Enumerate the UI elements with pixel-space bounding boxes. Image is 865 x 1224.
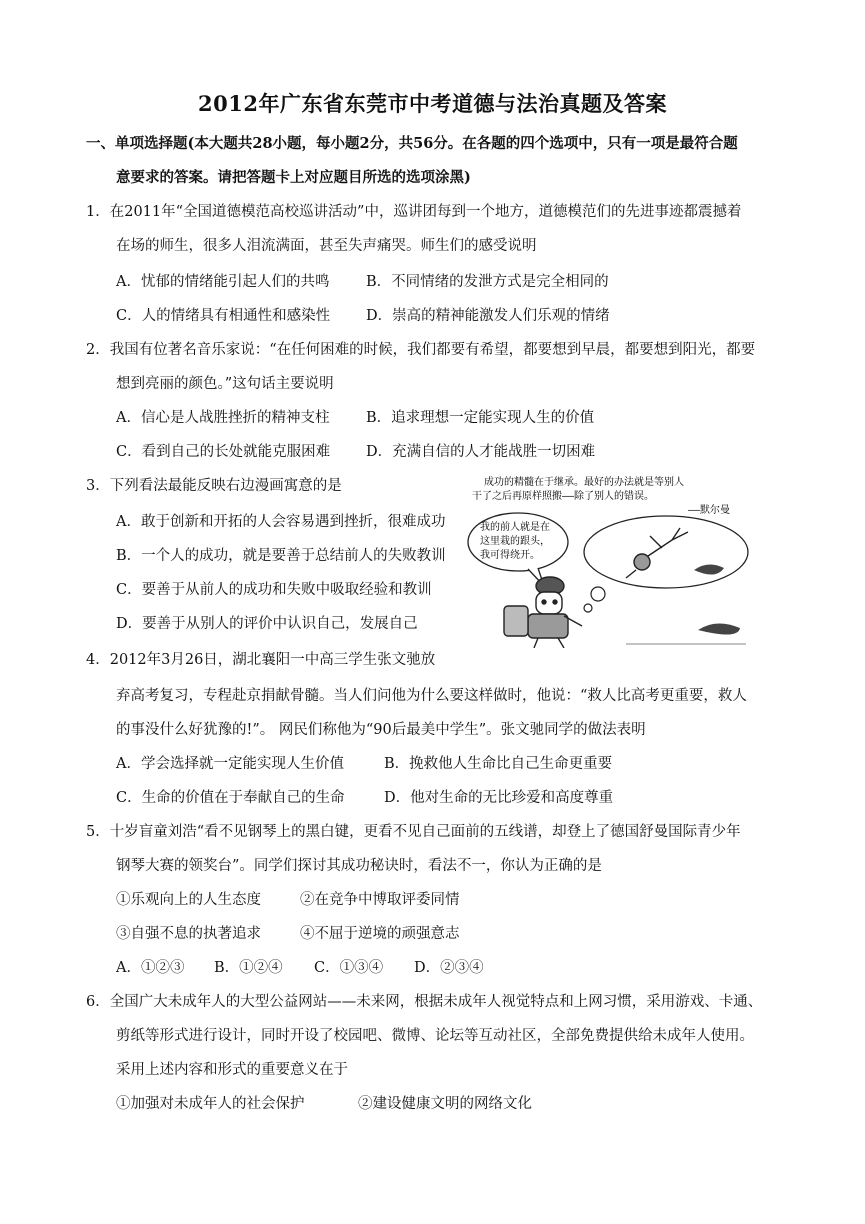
q1-option-b: B．不同情绪的发泄方式是完全相同的 bbox=[366, 274, 609, 290]
bubble-line2: 这里栽的跟头， bbox=[480, 536, 550, 547]
q5-option-b: B．①②④ bbox=[214, 960, 283, 976]
q2-option-a: A．信心是人战胜挫折的精神支柱 bbox=[116, 410, 330, 426]
page-title: 2012年广东省东莞市中考道德与法治真题及答案 bbox=[198, 91, 667, 116]
q3-stem: 3．下列看法最能反映右边漫画寓意的是 bbox=[86, 478, 342, 494]
q4-stem-cont: 弃高考复习，专程赴京捐献骨髓。当人们问他为什么要这样做时，他说：“救人比高考更重要，救人 bbox=[116, 688, 747, 704]
bubble-line3: 我可得绕开。 bbox=[480, 550, 540, 561]
q5-item-2: ②在竞争中博取评委同情 bbox=[300, 892, 460, 908]
q5-option-a: A．①②③ bbox=[116, 960, 185, 976]
rock-on-ground bbox=[698, 623, 740, 634]
q3-option-c: C．要善于从前人的成功和失败中吸取经验和教训 bbox=[116, 582, 432, 598]
q2-option-b: B．追求理想一定能实现人生的价值 bbox=[366, 410, 595, 426]
q6-item-1: ①加强对未成年人的社会保护 bbox=[116, 1096, 305, 1112]
q2-option-d: D．充满自信的人才能战胜一切困难 bbox=[366, 444, 596, 460]
q4-stem-cont2: 的事没什么好犹豫的!”。 网民们称他为“90后最美中学生”。张文驰同学的做法表明 bbox=[116, 722, 646, 738]
q1-stem: 1．在2011年“全国道德模范高校巡讲活动”中，巡讲团每到一个地方，道德模范们的先进事迹都震撼着 bbox=[86, 204, 742, 220]
q6-stem-cont: 剪纸等形式进行设计，同时开设了校园吧、微博、论坛等互动社区，全部免费提供给未成年人使用。 bbox=[116, 1028, 754, 1044]
cartoon-illustration bbox=[466, 474, 766, 648]
q4-option-b: B．挽救他人生命比自己生命更重要 bbox=[384, 756, 613, 772]
q3-option-b: B．一个人的成功，就是要善于总结前人的失败教训 bbox=[116, 548, 446, 564]
bubble-line1: 我的前人就是在 bbox=[480, 522, 550, 533]
q6-stem-cont2: 采用上述内容和形式的重要意义在于 bbox=[116, 1062, 348, 1078]
q2-stem: 2．我国有位著名音乐家说：“在任何困难的时候，我们都要有希望，都要想到早晨，都要想到阳光，都要 bbox=[86, 342, 756, 358]
section-instructions-line2: 意要求的答案。请把答题卡上对应题目所选的选项涂黑) bbox=[116, 169, 471, 186]
q5-item-4: ④不屈于逆境的顽强意志 bbox=[300, 926, 460, 942]
q3-option-d: D．要善于从别人的评价中认识自己，发展自己 bbox=[116, 616, 418, 632]
cartoon-quote-author: ——默尔曼 bbox=[688, 505, 731, 516]
q1-stem-cont: 在场的师生，很多人泪流满面，甚至失声痛哭。师生们的感受说明 bbox=[116, 238, 537, 254]
q5-stem: 5．十岁盲童刘浩“看不见钢琴上的黑白键，更看不见自己面前的五线谱，却登上了德国舒曼国际青少年 bbox=[86, 824, 741, 840]
q4-option-d: D．他对生命的无比珍爱和高度尊重 bbox=[384, 790, 614, 806]
q5-item-1: ①乐观向上的人生态度 bbox=[116, 892, 261, 908]
walking-boy bbox=[504, 577, 582, 648]
q4-option-c: C．生命的价值在于奉献自己的生命 bbox=[116, 790, 345, 806]
section-instructions-line1: 一、单项选择题(本大题共28小题，每小题2分，共56分。在各题的四个选项中，只有一项是最符合题 bbox=[86, 135, 738, 152]
q6-stem: 6．全国广大未成年人的大型公益网站——未来网，根据未成年人视觉特点和上网习惯，采用游戏、卡通、 bbox=[86, 994, 763, 1010]
cartoon-quote-line2: 干了之后再原样照搬——除了别人的错误。 bbox=[472, 491, 655, 502]
q1-option-a: A．忧郁的情绪能引起人们的共鸣 bbox=[116, 274, 330, 290]
q1-option-c: C．人的情绪具有相通性和感染性 bbox=[116, 308, 331, 324]
thought-cloud bbox=[584, 516, 748, 588]
q4-stem: 4．2012年3月26日，湖北襄阳一中高三学生张文驰放 bbox=[86, 652, 436, 668]
q1-option-d: D．崇高的精神能激发人们乐观的情绪 bbox=[366, 308, 610, 324]
thought-dot bbox=[591, 587, 605, 601]
thought-dot bbox=[584, 604, 592, 612]
cartoon-quote-line1: 成功的精髓在于继承。最好的办法就是等别人 bbox=[484, 477, 684, 488]
q5-option-c: C．①③④ bbox=[314, 960, 384, 976]
q5-stem-cont: 钢琴大赛的领奖台”。同学们探讨其成功秘诀时，看法不一，你认为正确的是 bbox=[116, 858, 602, 874]
q5-item-3: ③自强不息的执著追求 bbox=[116, 926, 261, 942]
q2-stem-cont: 想到亮丽的颜色。”这句话主要说明 bbox=[116, 376, 334, 392]
q3-option-a: A．敢于创新和开拓的人会容易遇到挫折，很难成功 bbox=[116, 514, 446, 530]
q6-item-2: ②建设健康文明的网络文化 bbox=[358, 1096, 532, 1112]
q5-option-d: D．②③④ bbox=[414, 960, 484, 976]
q2-option-c: C．看到自己的长处就能克服困难 bbox=[116, 444, 331, 460]
q4-option-a: A．学会选择就一定能实现人生价值 bbox=[116, 756, 344, 772]
